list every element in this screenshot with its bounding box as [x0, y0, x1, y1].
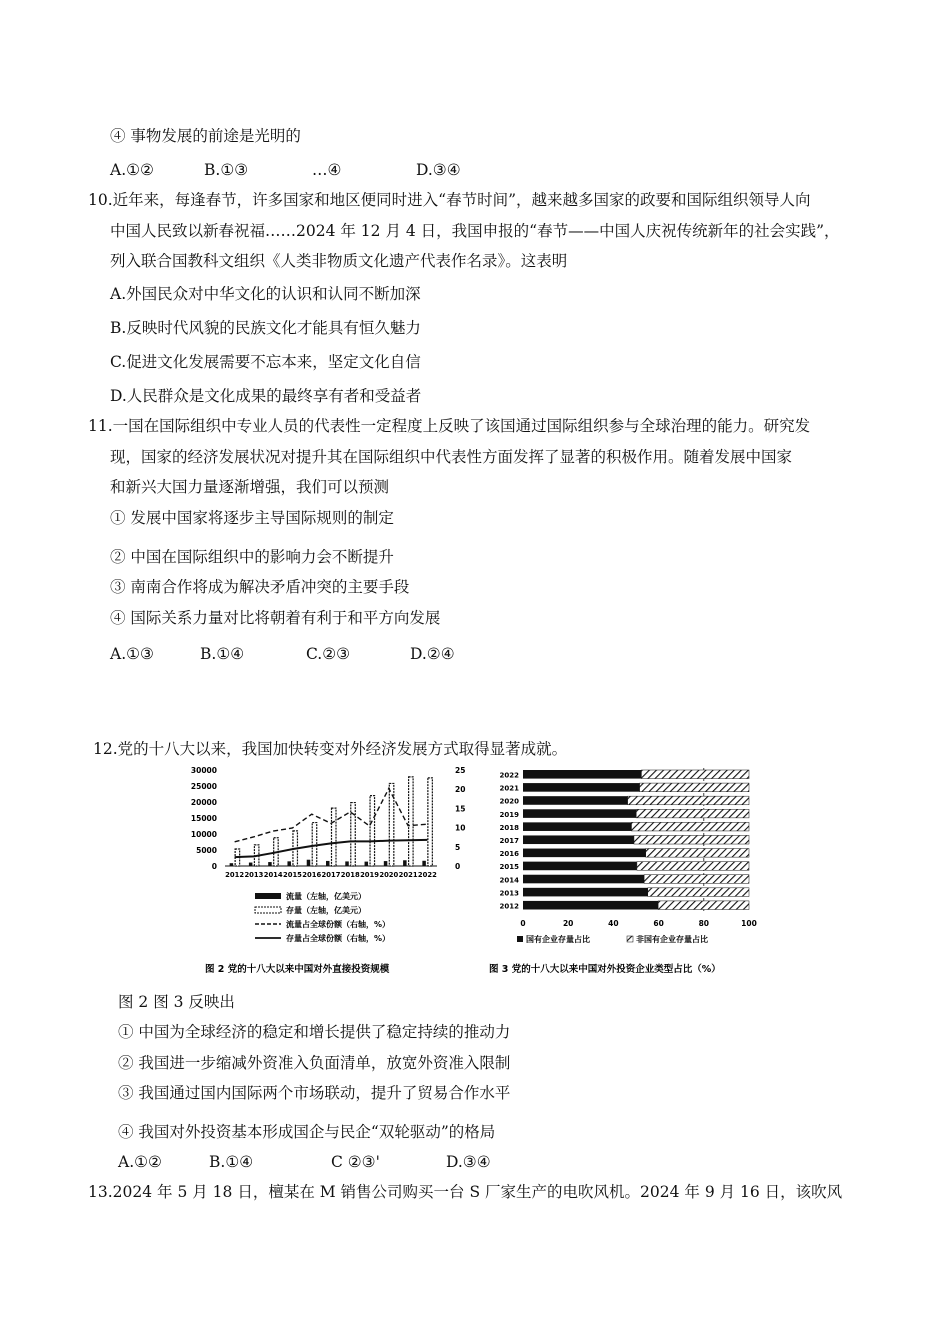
legend-soe-swatch [517, 936, 523, 942]
q9-option-b: B.①③ [204, 161, 249, 179]
q12-stem: 12.党的十八大以来，我国加快转变对外经济发展方式取得显著成就。 [93, 740, 568, 758]
year-label: 2019 [499, 810, 519, 819]
right-axis-tick: 0 [455, 862, 461, 871]
x-tick-label: 2016 [302, 871, 322, 879]
legend-flow-label: 流量（左轴，亿美元） [286, 892, 366, 901]
q10-option-c: C.促进文化发展需要不忘本来，坚定文化自信 [110, 353, 421, 371]
legend-stock-share-label: 存量占全球份额（右轴，%） [286, 934, 391, 943]
q9-option-a: A.①② [110, 161, 154, 179]
non-soe-bar [628, 796, 749, 805]
legend-stock-swatch [255, 907, 281, 913]
q11-stem-line1: 11.一国在国际组织中专业人员的代表性一定程度上反映了该国通过国际组织参与全球治理的能力。研究发 [88, 417, 811, 435]
q10-option-d: D.人民群众是文化成果的最终享有者和受益者 [110, 387, 422, 405]
q12-item3: ③ 我国通过国内国际两个市场联动，提升了贸易合作水平 [118, 1084, 511, 1102]
flow-bar [403, 860, 407, 866]
stock-bar [409, 777, 414, 866]
left-axis-tick: 15000 [190, 814, 217, 823]
x-tick-label: 2021 [398, 871, 418, 879]
non-soe-bar [648, 888, 749, 897]
x-axis-tick: 100 [741, 919, 757, 928]
x-tick-label: 2020 [379, 871, 399, 879]
q10-stem-line3: 列入联合国教科文组织《人类非物质文化遗产代表作名录》。这表明 [110, 252, 568, 270]
q11-item1: ① 发展中国家将逐步主导国际规则的制定 [110, 509, 394, 527]
q11-option-b: B.①④ [200, 645, 245, 663]
legend-stock-label: 存量（左轴，亿美元） [286, 906, 366, 915]
flow-bar [422, 861, 426, 866]
q12-item2: ② 我国进一步缩减外资准入负面清单，放宽外资准入限制 [118, 1054, 511, 1072]
soe-bar [523, 862, 637, 871]
soe-bar [523, 849, 646, 858]
left-axis-tick: 25000 [190, 782, 217, 791]
q11-option-d: D.②④ [410, 645, 455, 663]
left-axis-tick: 0 [211, 862, 217, 871]
year-label: 2020 [499, 797, 519, 806]
soe-bar [523, 901, 658, 910]
soe-bar [523, 796, 628, 805]
legend-flow-share-label: 流量占全球份额（右轴，%） [286, 920, 391, 929]
year-label: 2018 [499, 823, 519, 832]
q9-item4: ④ 事物发展的前途是光明的 [110, 127, 301, 145]
legend-soe-label: 国有企业存量占比 [526, 935, 590, 944]
q10-option-b: B.反映时代风貌的民族文化才能具有恒久魅力 [110, 319, 421, 337]
x-axis-tick: 80 [698, 919, 710, 928]
non-soe-bar [636, 809, 749, 818]
right-axis-tick: 25 [455, 766, 466, 775]
non-soe-bar [637, 862, 749, 871]
non-soe-bar [658, 901, 749, 910]
year-label: 2015 [499, 863, 519, 872]
left-axis-tick: 20000 [190, 798, 217, 807]
x-tick-label: 2013 [244, 871, 264, 879]
flow-bar [326, 861, 330, 866]
q12-option-d: D.③④ [446, 1153, 491, 1171]
q11-item3: ③ 南南合作将成为解决矛盾冲突的主要手段 [110, 578, 410, 596]
q12-item1: ① 中国为全球经济的稳定和增长提供了稳定持续的推动力 [118, 1023, 511, 1041]
flow-bar [287, 861, 291, 866]
flow-bar [384, 861, 388, 866]
q10-stem-line1: 10.近年来，每逢春节，许多国家和地区便同时进入“春节时间”，越来越多国家的政要和国际组织领导人向 [88, 191, 811, 209]
stock-bar [312, 823, 317, 866]
flow-bar [365, 862, 369, 866]
q9-option-d: D.③④ [416, 161, 461, 179]
figure-3-caption: 图 3 党的十八大以来中国对外投资企业类型占比（%） [489, 964, 721, 975]
q12-option-a: A.①② [118, 1153, 162, 1171]
flow-bar [268, 862, 272, 866]
left-axis-tick: 10000 [190, 830, 217, 839]
year-label: 2021 [499, 784, 519, 793]
stock-bar [428, 778, 433, 866]
q12-option-b: B.①④ [209, 1153, 254, 1171]
x-tick-label: 2015 [282, 871, 302, 879]
non-soe-bar [641, 770, 749, 779]
left-axis-tick: 30000 [190, 766, 217, 775]
figure-3-enterprise-type-chart [487, 762, 772, 980]
x-axis-tick: 40 [608, 919, 619, 928]
legend-non-soe-label: 非国有企业存量占比 [636, 935, 708, 944]
q11-stem-line3: 和新兴大国力量逐渐增强，我们可以预测 [110, 478, 390, 496]
non-soe-bar [640, 783, 749, 792]
flow-bar [345, 861, 349, 866]
year-label: 2012 [499, 902, 519, 911]
x-tick-label: 2019 [360, 871, 380, 879]
flow-bar [307, 860, 311, 866]
q11-option-c: C.②③ [306, 645, 351, 663]
q13-stem-line1: 13.2024 年 5 月 18 日，檀某在 M 销售公司购买一台 S 厂家生产的电吹风机。2024 年 9 月 16 日，该吹风 [88, 1183, 843, 1201]
right-axis-tick: 5 [455, 842, 461, 852]
q12-option-c: C ②③' [331, 1153, 380, 1171]
figure-2-fdi-chart [185, 762, 475, 980]
q11-stem-line2: 现，国家的经济发展状况对提升其在国际组织中代表性方面发挥了显著的积极作用。随着发展中国家 [110, 448, 793, 466]
non-soe-bar [631, 822, 749, 831]
year-label: 2017 [499, 837, 519, 845]
soe-bar [523, 822, 631, 831]
q11-item2: ② 中国在国际组织中的影响力会不断提升 [110, 548, 394, 566]
soe-bar [523, 835, 634, 844]
x-axis-tick: 0 [520, 919, 526, 928]
soe-bar [523, 783, 640, 792]
x-tick-label: 2018 [340, 871, 360, 879]
legend-non-soe-swatch [627, 936, 633, 942]
x-axis-tick: 60 [653, 919, 664, 928]
soe-bar [523, 770, 641, 779]
year-label: 2013 [499, 889, 519, 898]
year-label: 2022 [499, 771, 519, 780]
x-axis-tick: 20 [562, 919, 574, 928]
soe-bar [523, 875, 644, 884]
stock-bar [370, 796, 375, 866]
x-tick-label: 2012 [225, 871, 245, 879]
non-soe-bar [644, 875, 749, 884]
year-label: 2016 [499, 850, 519, 859]
right-axis-tick: 10 [455, 823, 466, 833]
x-tick-label: 2017 [321, 871, 341, 879]
figure-2-caption: 图 2 党的十八大以来中国对外直接投资规模 [205, 964, 390, 975]
q10-option-a: A.外国民众对中华文化的认识和认同不断加深 [110, 285, 421, 303]
left-axis-tick: 5000 [196, 846, 217, 855]
flow-bar [230, 863, 234, 866]
right-axis-tick: 15 [455, 804, 466, 814]
x-tick-label: 2022 [417, 871, 437, 879]
non-soe-bar [634, 835, 749, 844]
x-tick-label: 2014 [263, 871, 283, 879]
flow-bar [249, 863, 253, 866]
soe-bar [523, 809, 636, 818]
soe-bar [523, 888, 648, 897]
q9-option-c: …④ [312, 161, 342, 179]
right-axis-tick: 20 [455, 785, 466, 795]
year-label: 2014 [499, 876, 519, 885]
stock-bar [332, 808, 337, 866]
q12-prompt: 图 2 图 3 反映出 [118, 993, 235, 1011]
q11-item4: ④ 国际关系力量对比将朝着有利于和平方向发展 [110, 609, 441, 627]
q11-option-a: A.①③ [110, 645, 154, 663]
non-soe-bar [646, 849, 749, 858]
q12-item4: ④ 我国对外投资基本形成国企与民企“双轮驱动”的格局 [118, 1123, 496, 1141]
q10-stem-line2: 中国人民致以新春祝福……2024 年 12 月 4 日，我国申报的“春节——中国人庆祝传统新年的社会实践”， [110, 222, 840, 240]
legend-flow-swatch [255, 893, 281, 899]
